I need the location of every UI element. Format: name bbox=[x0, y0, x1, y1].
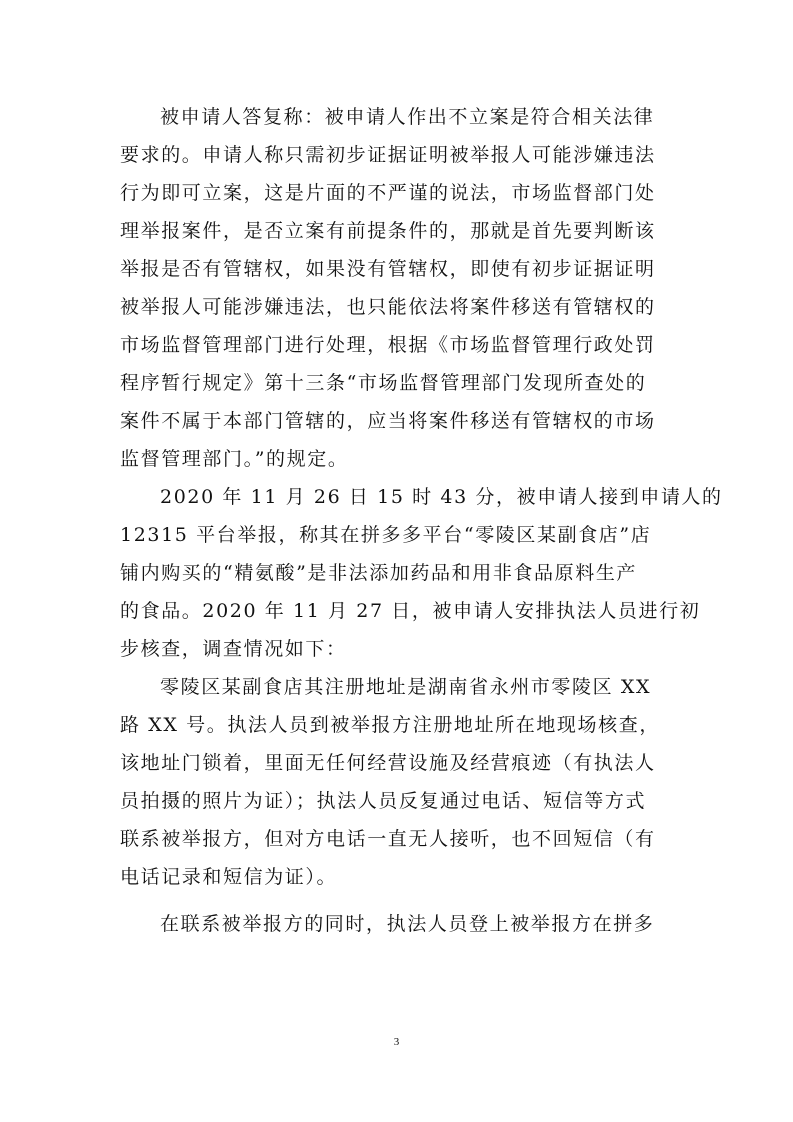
paragraph-2-line-5: 步核查，调查情况如下： bbox=[120, 638, 347, 660]
paragraph-2-line-4: 的食品。2020 年 11 月 27 日，被申请人安排执法人员进行初 bbox=[120, 600, 701, 622]
paragraph-1-line-7: 市场监督管理部门进行处理，根据《市场监督管理行政处罚 bbox=[120, 334, 656, 356]
paragraph-1-line-4: 理举报案件，是否立案有前提条件的，那就是首先要判断该 bbox=[120, 220, 656, 242]
paragraph-1-line-3: 行为即可立案，这是片面的不严谨的说法，市场监督部门处 bbox=[120, 182, 656, 204]
body-text bbox=[120, 98, 723, 943]
paragraph-1-line-1: 被申请人答复称：被申请人作出不立案是符合相关法律 bbox=[160, 106, 655, 128]
paragraph-1-line-9: 案件不属于本部门管辖的，应当将案件移送有管辖权的市场 bbox=[120, 410, 656, 432]
paragraph-2-line-3: 铺内购买的“精氨酸”是非法添加药品和用非食品原料生产 bbox=[120, 562, 638, 584]
paragraph-3-line-4: 员拍摄的照片为证）；执法人员反复通过电话、短信等方式 bbox=[120, 790, 647, 812]
paragraph-1-line-5: 举报是否有管辖权，如果没有管辖权，即使有初步证据证明 bbox=[120, 258, 656, 280]
paragraph-3-line-6: 电话记录和短信为证）。 bbox=[120, 866, 338, 888]
paragraph-3-line-1: 零陵区某副食店其注册地址是湖南省永州市零陵区 XX bbox=[160, 676, 652, 698]
paragraph-3-line-5: 联系被举报方，但对方电话一直无人接听，也不回短信（有 bbox=[120, 828, 656, 850]
paragraph-2-line-2: 12315 平台举报，称其在拼多多平台“零陵区某副食店”店 bbox=[120, 524, 652, 546]
paragraph-1-line-10: 监督管理部门。”的规定。 bbox=[120, 448, 349, 470]
paragraph-1-line-2: 要求的。申请人称只需初步证据证明被举报人可能涉嫌违法 bbox=[120, 144, 656, 166]
paragraph-4-line-1: 在联系被举报方的同时，执法人员登上被举报方在拼多 bbox=[160, 913, 655, 935]
paragraph-3-line-2: 路 XX 号。执法人员到被举报方注册地址所在地现场核查， bbox=[120, 714, 660, 736]
paragraph-2-line-1: 2020 年 11 月 26 日 15 时 43 分，被申请人接到申请人的 bbox=[160, 486, 723, 508]
paragraph-1-line-6: 被举报人可能涉嫌违法，也只能依法将案件移送有管辖权的 bbox=[120, 296, 656, 318]
page-number: 3 bbox=[393, 1036, 400, 1048]
paragraph-3-line-3: 该地址门锁着，里面无任何经营设施及经营痕迹（有执法人 bbox=[120, 752, 656, 774]
paragraph-1-line-8: 程序暂行规定》第十三条“市场监督管理部门发现所查处的 bbox=[120, 372, 647, 394]
